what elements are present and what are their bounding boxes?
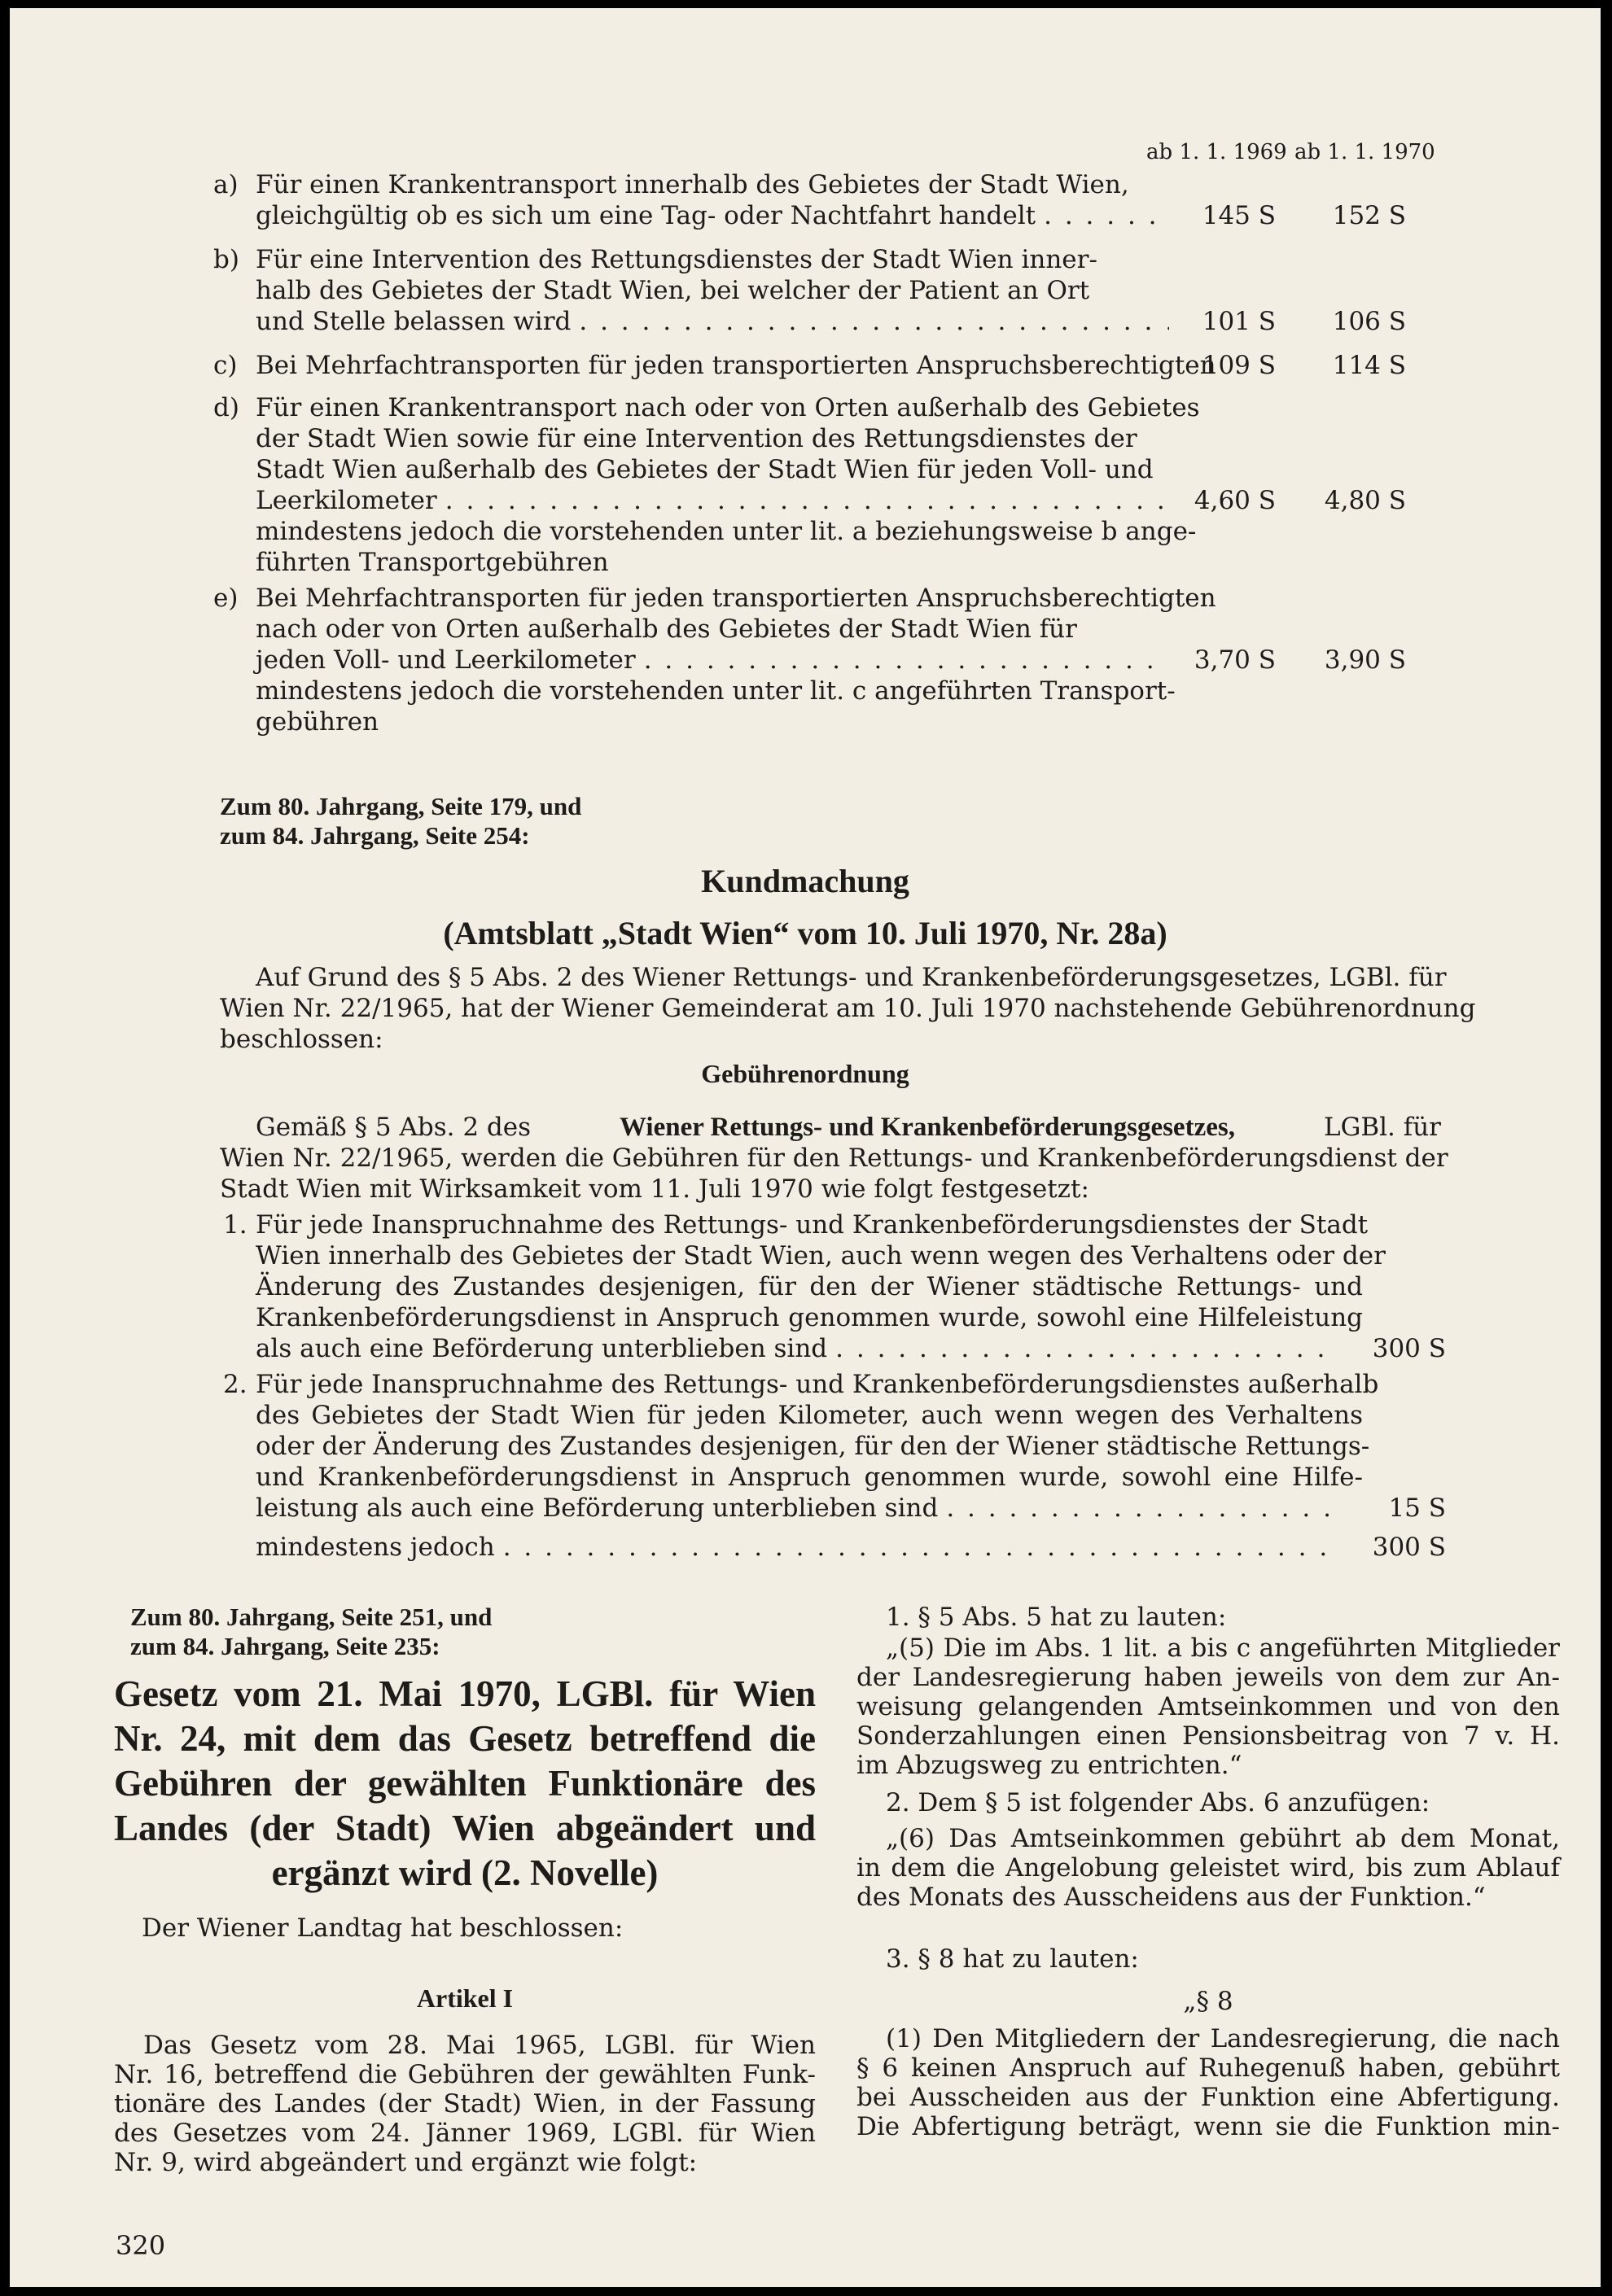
paragraph-first-line: [220, 1112, 1441, 1143]
fee-1969: 3,70 S: [1194, 645, 1276, 675]
reference-line: Zum 80. Jahrgang, Seite 179, und: [220, 792, 582, 820]
article-text-line: tionäre des Landes (der Stadt) Wien, in der Fassung: [114, 2089, 816, 2119]
item-text-line: Für jede Inanspruchnahme des Rettungs- und Krankenbeförderungsdienstes außerhalb: [256, 1370, 1379, 1399]
item-text-line: als auch eine Beförderung unterblieben sind: [256, 1334, 828, 1363]
section-subtitle: (Amtsblatt „Stadt Wien“ vom 10. Juli 1970, Nr. 28a): [443, 915, 1167, 951]
law-title-line: Landes (der Stadt) Wien abgeändert und: [114, 1808, 816, 1848]
amendment-text-line: bei Ausscheiden aus der Funktion eine Abfertigung.: [856, 2083, 1560, 2112]
column-header-1969: ab 1. 1. 1969: [1146, 140, 1287, 164]
fee-1969: 101 S: [1202, 307, 1276, 336]
amendment-text-line: „(5) Die im Abs. 1 lit. a bis c angeführten Mitglieder: [886, 1633, 1560, 1663]
fee-1970: 4,80 S: [1324, 486, 1406, 515]
item-note-line: gebühren: [256, 707, 379, 737]
fee-value: 15 S: [1388, 1493, 1446, 1523]
subheading: Gebührenordnung: [701, 1059, 909, 1088]
item-text-line: Für jede Inanspruchnahme des Rettungs- und Krankenbeförderungsdienstes der Stadt: [256, 1210, 1369, 1240]
item-leader-line: [256, 645, 1176, 676]
item-marker: a): [213, 170, 239, 199]
law-title-line: ergänzt wird (2. Novelle): [271, 1852, 659, 1893]
item-text-line: halb des Gebietes der Stadt Wien, bei welcher der Patient an Ort: [256, 276, 1090, 305]
amendment-text-line: der Landesregierung haben jeweils von dem zur An-: [856, 1663, 1560, 1692]
fee-1969: 145 S: [1202, 201, 1276, 230]
paragraph-text: Gemäß § 5 Abs. 2 des: [256, 1113, 539, 1142]
item-leader-line: [256, 200, 1176, 231]
amendment-text-line: § 6 keinen Anspruch auf Ruhegenuß haben, gebührt: [856, 2053, 1560, 2083]
item-leader-line: [256, 1333, 1347, 1364]
item-leader-line: [256, 485, 1176, 516]
paragraph-line: Stadt Wien mit Wirksamkeit vom 11. Juli 1970 wie folgt festgesetzt:: [220, 1174, 1089, 1204]
item-marker: e): [213, 584, 239, 613]
item-text-line: und Stelle belassen wird: [256, 307, 572, 336]
article-heading: Artikel I: [416, 1983, 514, 2013]
item-note-line: führten Transportgebühren: [256, 548, 609, 577]
item-text-line: Für eine Intervention des Rettungsdienstes der Stadt Wien inner-: [256, 245, 1097, 274]
item-text-line: Änderung des Zustandes desjenigen, für den der Wiener städtische Rettungs- und: [256, 1272, 1363, 1301]
amendment-text-line: (1) Den Mitgliedern der Landesregierung, die nach: [886, 2024, 1560, 2053]
item-note-line: mindestens jedoch die vorstehenden unter lit. c angeführten Transport-: [256, 676, 1176, 706]
paragraph-text: LGBl. für: [1316, 1113, 1441, 1142]
enactment-clause: Der Wiener Landtag hat beschlossen:: [142, 1913, 624, 1943]
item-text-line: jeden Voll- und Leerkilometer: [256, 645, 636, 675]
column-header-1970: ab 1. 1. 1970: [1294, 140, 1435, 164]
item-text-line: Bei Mehrfachtransporten für jeden transportierten Anspruchsberechtigten: [256, 351, 1216, 380]
fee-1970: 106 S: [1332, 307, 1406, 336]
amendment-text-line: „(6) Das Amtseinkommen gebührt ab dem Monat,: [886, 1824, 1560, 1853]
item-note-line: mindestens jedoch die vorstehenden unter lit. a beziehungsweise b ange-: [256, 517, 1197, 546]
item-text-line: und Krankenbeförderungsdienst in Anspruch genommen wurde, sowohl eine Hilfe-: [256, 1463, 1363, 1492]
item-text-line: des Gebietes der Stadt Wien für jeden Kilometer, auch wenn wegen des Verhaltens: [256, 1401, 1363, 1430]
fee-1970: 114 S: [1332, 351, 1406, 380]
amendment-heading: 1. § 5 Abs. 5 hat zu lauten:: [886, 1603, 1227, 1632]
amendment-text-line: im Abzugsweg zu entrichten.“: [856, 1751, 1242, 1780]
fee-value: 300 S: [1372, 1334, 1446, 1363]
article-text-line: Das Gesetz vom 28. Mai 1965, LGBl. für Wien: [143, 2031, 816, 2060]
intro-line: Wien Nr. 22/1965, hat der Wiener Gemeinderat am 10. Juli 1970 nachstehende Gebührenordnung: [220, 994, 1476, 1023]
item-leader-line: [256, 306, 1176, 337]
intro-line: Auf Grund des § 5 Abs. 2 des Wiener Rettungs- und Krankenbeförderungsgesetzes, LGBl. für: [256, 963, 1447, 992]
item-text-line: leistung als auch eine Beförderung unterblieben sind: [256, 1493, 939, 1523]
reference-line: zum 84. Jahrgang, Seite 254:: [220, 821, 530, 850]
minimum-label: mindestens jedoch: [256, 1533, 495, 1562]
statute-name: Wiener Rettungs- und Krankenbeförderungsgesetzes,: [620, 1113, 1235, 1142]
fee-1969: 4,60 S: [1194, 486, 1276, 515]
law-title-line: Nr. 24, mit dem das Gesetz betreffend die: [114, 1718, 816, 1759]
amendment-text-line: in dem die Angelobung geleistet wird, bis zum Ablauf: [856, 1853, 1560, 1883]
item-text-line: Krankenbeförderungsdienst in Anspruch genommen wurde, sowohl eine Hilfeleistung: [256, 1303, 1363, 1332]
item-leader-line: [256, 1493, 1347, 1524]
item-marker: d): [213, 393, 239, 422]
amendment-text-line: Die Abfertigung beträgt, wenn sie die Funktion min-: [856, 2112, 1560, 2141]
reference-line: Zum 80. Jahrgang, Seite 251, und: [130, 1603, 493, 1631]
fee-1970: 3,90 S: [1324, 645, 1406, 675]
item-marker: b): [213, 245, 239, 274]
item-text-line: Für einen Krankentransport innerhalb des Gebietes der Stadt Wien,: [256, 170, 1129, 199]
item-marker: 2.: [223, 1370, 247, 1399]
fee-1970: 152 S: [1332, 201, 1406, 230]
article-text-line: des Gesetzes vom 24. Jänner 1969, LGBl. für Wien: [114, 2119, 816, 2148]
section-title: Kundmachung: [701, 863, 909, 899]
amendment-heading: 2. Dem § 5 ist folgender Abs. 6 anzufügen:: [886, 1788, 1430, 1817]
intro-line: beschlossen:: [220, 1025, 383, 1054]
item-text-line: nach oder von Orten außerhalb des Gebietes der Stadt Wien für: [256, 614, 1077, 644]
minimum-leader-line: [256, 1532, 1347, 1563]
item-marker: 1.: [223, 1210, 247, 1240]
item-text-line: Stadt Wien außerhalb des Gebietes der Stadt Wien für jeden Voll- und: [256, 455, 1154, 484]
item-text-line: Für einen Krankentransport nach oder von Orten außerhalb des Gebietes: [256, 393, 1200, 422]
item-text-line: gleichgültig ob es sich um eine Tag- oder Nachtfahrt handelt: [256, 201, 1036, 230]
law-title-line: Gebühren der gewählten Funktionäre des: [114, 1763, 816, 1804]
amendment-text-line: Sonderzahlungen einen Pensionsbeitrag von 7 v. H.: [856, 1721, 1560, 1751]
law-title-line: Gesetz vom 21. Mai 1970, LGBl. für Wien: [114, 1673, 816, 1714]
paragraph-symbol-heading: „§ 8: [1183, 1987, 1233, 2016]
fee-1969: 109 S: [1202, 351, 1276, 380]
article-text-line: Nr. 9, wird abgeändert und ergänzt wie folgt:: [114, 2148, 698, 2177]
item-text-line: Wien innerhalb des Gebietes der Stadt Wien, auch wenn wegen des Verhaltens oder der: [256, 1241, 1386, 1270]
article-text-line: Nr. 16, betreffend die Gebühren der gewählten Funk-: [114, 2060, 816, 2089]
item-text-line: oder der Änderung des Zustandes desjenigen, für den der Wiener städtische Rettungs-: [256, 1432, 1370, 1461]
amendment-text-line: des Monats des Ausscheidens aus der Funktion.“: [856, 1883, 1486, 1912]
amendment-heading: 3. § 8 hat zu lauten:: [886, 1944, 1139, 1974]
item-text-line: Bei Mehrfachtransporten für jeden transportierten Anspruchsberechtigten: [256, 584, 1216, 613]
item-marker: c): [213, 351, 238, 380]
reference-line: zum 84. Jahrgang, Seite 235:: [130, 1632, 440, 1660]
item-text-line: Leerkilometer: [256, 486, 437, 515]
item-text-line: der Stadt Wien sowie für eine Intervention des Rettungsdienstes der: [256, 424, 1137, 453]
document-page: [10, 8, 1601, 2287]
page-number: 320: [116, 2230, 166, 2261]
amendment-text-line: weisung gelangenden Amtseinkommen und von den: [856, 1692, 1560, 1721]
minimum-value: 300 S: [1372, 1533, 1446, 1562]
paragraph-line: Wien Nr. 22/1965, werden die Gebühren für den Rettungs- und Krankenbeförderungsdienst der: [220, 1144, 1448, 1173]
